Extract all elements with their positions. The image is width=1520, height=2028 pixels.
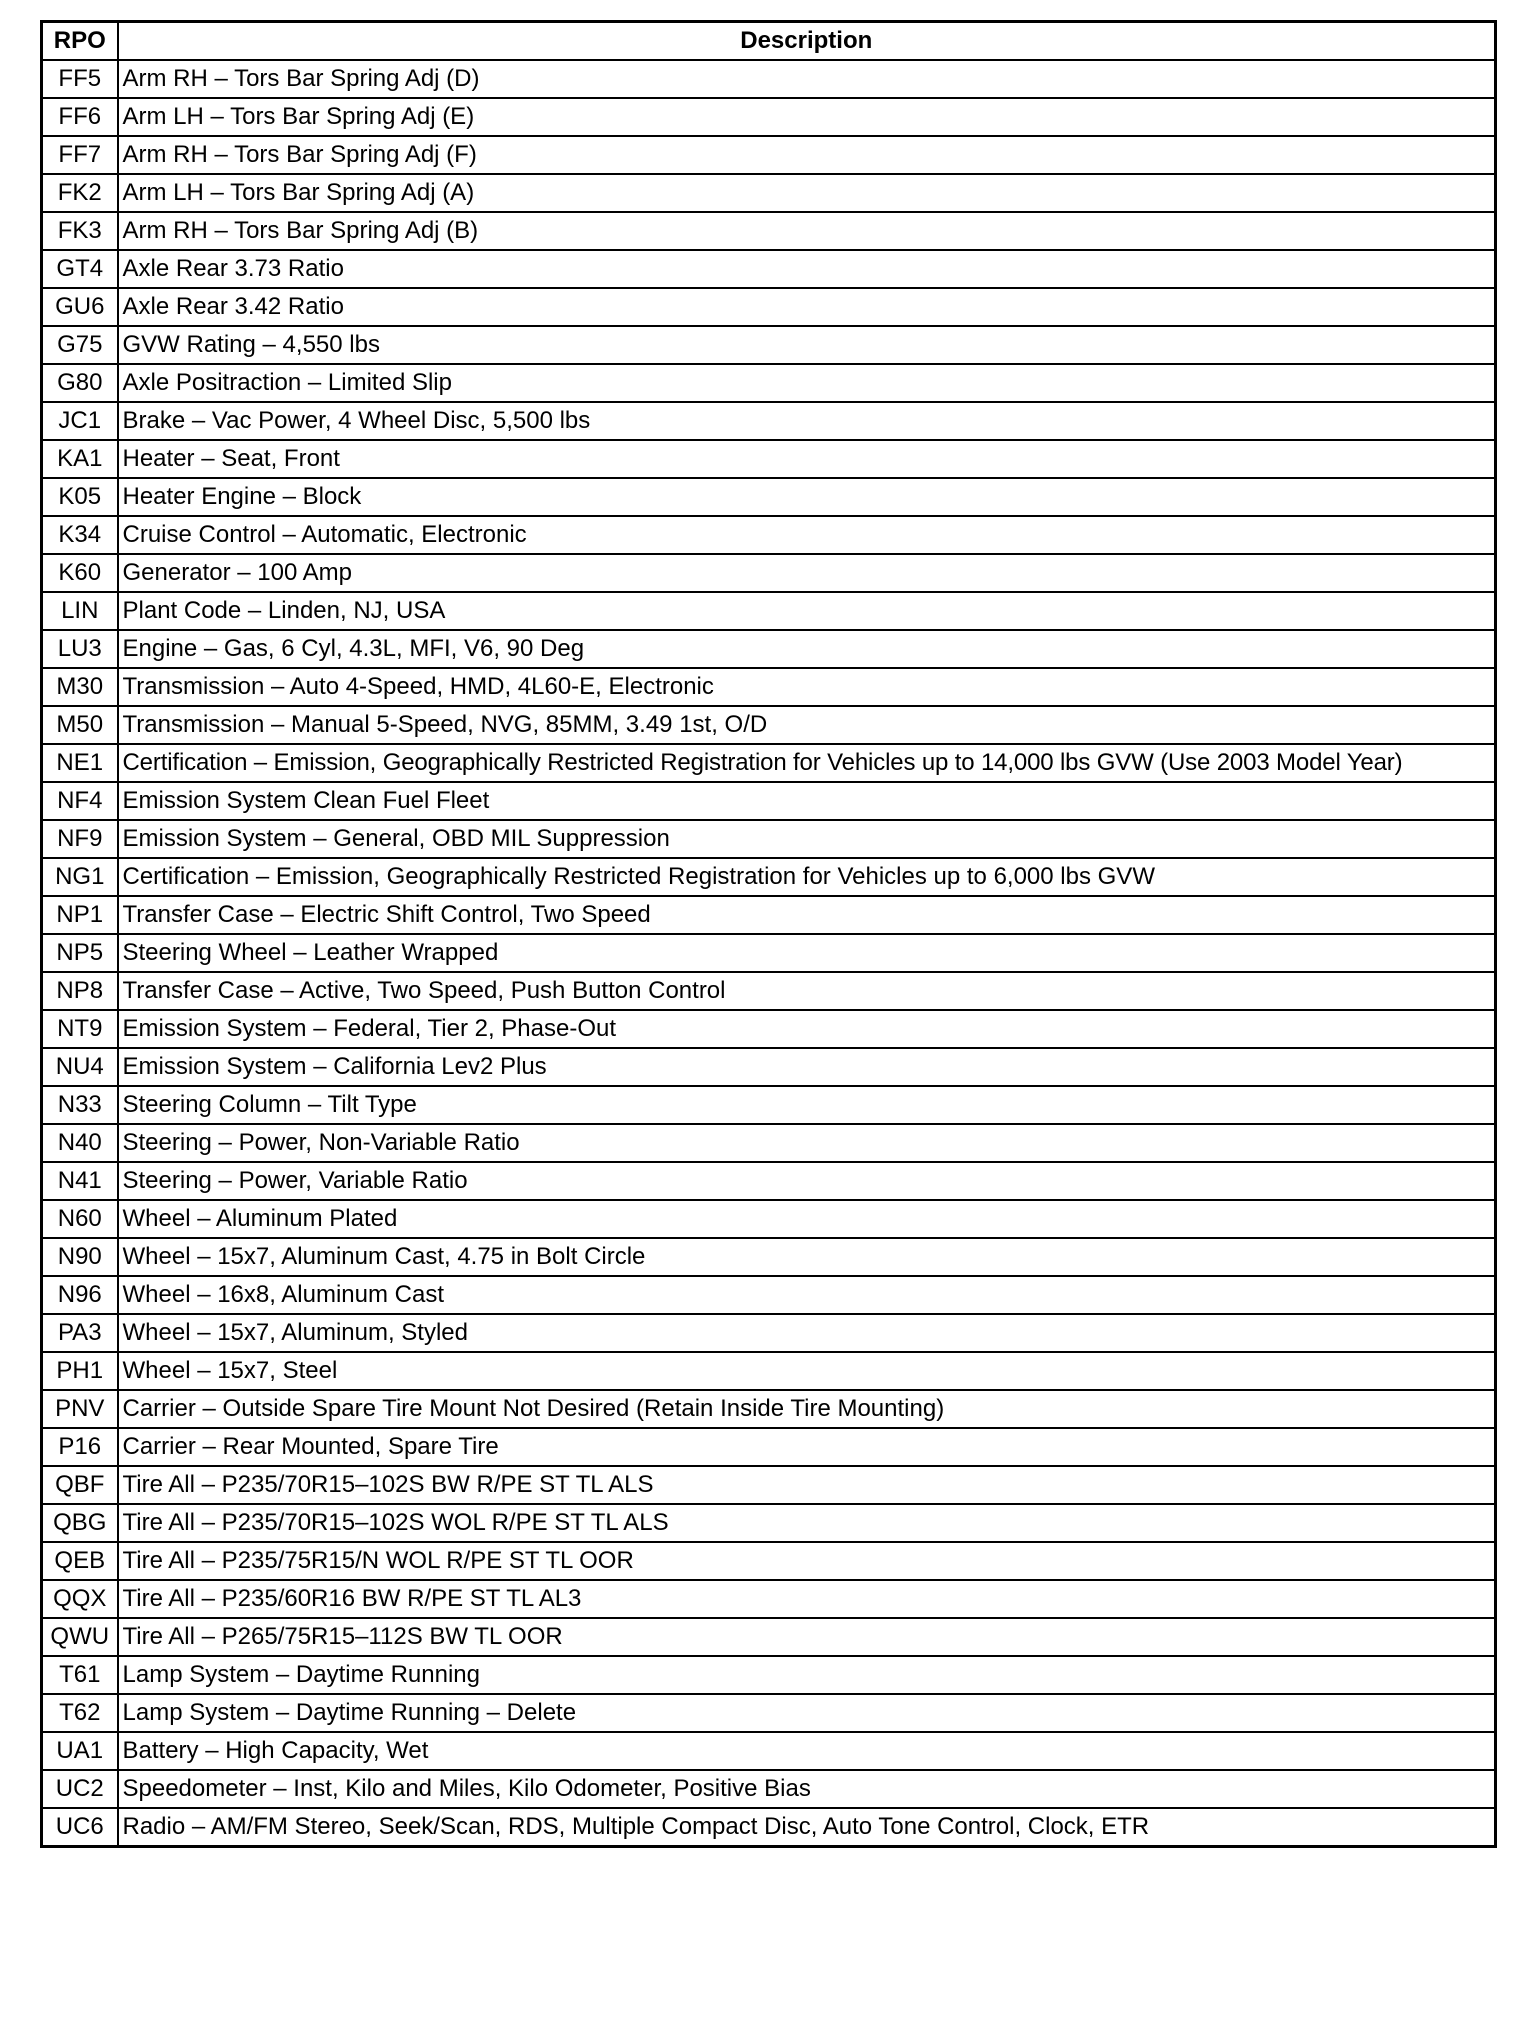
table-row xyxy=(42,516,1496,554)
table-row xyxy=(42,1086,1496,1124)
rpo-description: Heater – Seat, Front xyxy=(118,440,1496,478)
header-description: Description xyxy=(118,22,1496,61)
rpo-code: NF4 xyxy=(42,782,118,820)
table-row xyxy=(42,212,1496,250)
rpo-code: FF6 xyxy=(42,98,118,136)
rpo-description: Steering Wheel – Leather Wrapped xyxy=(118,934,1496,972)
rpo-description: Emission System – General, OBD MIL Suppression xyxy=(118,820,1496,858)
table-row xyxy=(42,402,1496,440)
rpo-code: QBG xyxy=(42,1504,118,1542)
table-row xyxy=(42,668,1496,706)
rpo-description: Steering – Power, Non-Variable Ratio xyxy=(118,1124,1496,1162)
rpo-description: Steering – Power, Variable Ratio xyxy=(118,1162,1496,1200)
rpo-description: Lamp System – Daytime Running xyxy=(118,1656,1496,1694)
rpo-code: GT4 xyxy=(42,250,118,288)
table-row xyxy=(42,250,1496,288)
rpo-description: Tire All – P235/70R15–102S BW R/PE ST TL ALS xyxy=(118,1466,1496,1504)
table-row xyxy=(42,136,1496,174)
rpo-code: FK3 xyxy=(42,212,118,250)
table-row xyxy=(42,554,1496,592)
table-row xyxy=(42,782,1496,820)
rpo-description: Transmission – Manual 5-Speed, NVG, 85MM, 3.49 1st, O/D xyxy=(118,706,1496,744)
rpo-code: K60 xyxy=(42,554,118,592)
rpo-description: Brake – Vac Power, 4 Wheel Disc, 5,500 lbs xyxy=(118,402,1496,440)
table-row xyxy=(42,592,1496,630)
table-row xyxy=(42,98,1496,136)
rpo-description: Speedometer – Inst, Kilo and Miles, Kilo Odometer, Positive Bias xyxy=(118,1770,1496,1808)
rpo-description: Generator – 100 Amp xyxy=(118,554,1496,592)
rpo-code: UA1 xyxy=(42,1732,118,1770)
rpo-description: Steering Column – Tilt Type xyxy=(118,1086,1496,1124)
header-rpo: RPO xyxy=(42,22,118,61)
rpo-description: Lamp System – Daytime Running – Delete xyxy=(118,1694,1496,1732)
rpo-description: Wheel – Aluminum Plated xyxy=(118,1200,1496,1238)
rpo-description: Tire All – P235/70R15–102S WOL R/PE ST TL ALS xyxy=(118,1504,1496,1542)
rpo-description: Tire All – P235/75R15/N WOL R/PE ST TL OOR xyxy=(118,1542,1496,1580)
rpo-code: N41 xyxy=(42,1162,118,1200)
rpo-code: NP8 xyxy=(42,972,118,1010)
rpo-description: Carrier – Rear Mounted, Spare Tire xyxy=(118,1428,1496,1466)
rpo-code: PNV xyxy=(42,1390,118,1428)
rpo-code: NP1 xyxy=(42,896,118,934)
rpo-code: P16 xyxy=(42,1428,118,1466)
table-row xyxy=(42,820,1496,858)
rpo-description: Certification – Emission, Geographically Restricted Registration for Vehicles up to 14,000 lbs GVW (Use 2003 Model Year) xyxy=(118,744,1496,782)
table-row xyxy=(42,364,1496,402)
rpo-description: Wheel – 15x7, Aluminum, Styled xyxy=(118,1314,1496,1352)
table-row xyxy=(42,858,1496,896)
table-row xyxy=(42,1010,1496,1048)
rpo-code: JC1 xyxy=(42,402,118,440)
rpo-description: Arm RH – Tors Bar Spring Adj (D) xyxy=(118,60,1496,98)
rpo-description: Axle Positraction – Limited Slip xyxy=(118,364,1496,402)
table-row xyxy=(42,934,1496,972)
table-row xyxy=(42,1580,1496,1618)
rpo-code: QEB xyxy=(42,1542,118,1580)
table-row xyxy=(42,1200,1496,1238)
rpo-code: T61 xyxy=(42,1656,118,1694)
rpo-code: K34 xyxy=(42,516,118,554)
rpo-description: Tire All – P265/75R15–112S BW TL OOR xyxy=(118,1618,1496,1656)
rpo-code: KA1 xyxy=(42,440,118,478)
rpo-code: UC2 xyxy=(42,1770,118,1808)
rpo-code: LU3 xyxy=(42,630,118,668)
table-row xyxy=(42,326,1496,364)
table-row xyxy=(42,1808,1496,1847)
table-row xyxy=(42,1352,1496,1390)
table-row xyxy=(42,478,1496,516)
rpo-description: Transfer Case – Electric Shift Control, Two Speed xyxy=(118,896,1496,934)
rpo-code: N90 xyxy=(42,1238,118,1276)
rpo-description: GVW Rating – 4,550 lbs xyxy=(118,326,1496,364)
rpo-description: Wheel – 16x8, Aluminum Cast xyxy=(118,1276,1496,1314)
table-row xyxy=(42,1656,1496,1694)
rpo-description: Radio – AM/FM Stereo, Seek/Scan, RDS, Multiple Compact Disc, Auto Tone Control, Clock, ETR xyxy=(118,1808,1496,1847)
rpo-code: UC6 xyxy=(42,1808,118,1847)
rpo-description: Axle Rear 3.73 Ratio xyxy=(118,250,1496,288)
rpo-code: QQX xyxy=(42,1580,118,1618)
table-row xyxy=(42,1314,1496,1352)
rpo-description: Cruise Control – Automatic, Electronic xyxy=(118,516,1496,554)
rpo-code: G80 xyxy=(42,364,118,402)
table-row xyxy=(42,1048,1496,1086)
rpo-description: Arm RH – Tors Bar Spring Adj (F) xyxy=(118,136,1496,174)
rpo-table xyxy=(40,20,1497,1848)
rpo-code: G75 xyxy=(42,326,118,364)
rpo-description: Carrier – Outside Spare Tire Mount Not Desired (Retain Inside Tire Mounting) xyxy=(118,1390,1496,1428)
rpo-description: Emission System Clean Fuel Fleet xyxy=(118,782,1496,820)
rpo-description: Plant Code – Linden, NJ, USA xyxy=(118,592,1496,630)
rpo-code: QBF xyxy=(42,1466,118,1504)
table-row xyxy=(42,1732,1496,1770)
rpo-description: Emission System – California Lev2 Plus xyxy=(118,1048,1496,1086)
rpo-description: Transfer Case – Active, Two Speed, Push Button Control xyxy=(118,972,1496,1010)
rpo-code: PH1 xyxy=(42,1352,118,1390)
table-row xyxy=(42,1162,1496,1200)
rpo-code: NT9 xyxy=(42,1010,118,1048)
table-row xyxy=(42,744,1496,782)
rpo-code: FK2 xyxy=(42,174,118,212)
rpo-code: N33 xyxy=(42,1086,118,1124)
rpo-code: FF7 xyxy=(42,136,118,174)
table-row xyxy=(42,1770,1496,1808)
rpo-description: Arm RH – Tors Bar Spring Adj (B) xyxy=(118,212,1496,250)
table-row xyxy=(42,1124,1496,1162)
rpo-description: Transmission – Auto 4-Speed, HMD, 4L60-E, Electronic xyxy=(118,668,1496,706)
rpo-code: FF5 xyxy=(42,60,118,98)
rpo-code: NG1 xyxy=(42,858,118,896)
rpo-description: Emission System – Federal, Tier 2, Phase-Out xyxy=(118,1010,1496,1048)
table-header xyxy=(42,22,1496,61)
table-row xyxy=(42,972,1496,1010)
rpo-code: NP5 xyxy=(42,934,118,972)
rpo-description: Wheel – 15x7, Aluminum Cast, 4.75 in Bolt Circle xyxy=(118,1238,1496,1276)
table-row xyxy=(42,288,1496,326)
rpo-code: LIN xyxy=(42,592,118,630)
table-row xyxy=(42,1504,1496,1542)
rpo-description: Battery – High Capacity, Wet xyxy=(118,1732,1496,1770)
rpo-code: N40 xyxy=(42,1124,118,1162)
rpo-description: Arm LH – Tors Bar Spring Adj (A) xyxy=(118,174,1496,212)
table-row xyxy=(42,630,1496,668)
table-body xyxy=(42,60,1496,1847)
rpo-description: Certification – Emission, Geographically Restricted Registration for Vehicles up to 6,000 lbs GVW xyxy=(118,858,1496,896)
table-row xyxy=(42,1428,1496,1466)
table-row xyxy=(42,1694,1496,1732)
rpo-code: T62 xyxy=(42,1694,118,1732)
table-row xyxy=(42,896,1496,934)
rpo-description: Arm LH – Tors Bar Spring Adj (E) xyxy=(118,98,1496,136)
rpo-description: Wheel – 15x7, Steel xyxy=(118,1352,1496,1390)
table-row xyxy=(42,440,1496,478)
rpo-code: K05 xyxy=(42,478,118,516)
table-row xyxy=(42,1390,1496,1428)
header-row xyxy=(42,22,1496,61)
rpo-code: N60 xyxy=(42,1200,118,1238)
table-row xyxy=(42,1466,1496,1504)
table-row xyxy=(42,706,1496,744)
rpo-code: QWU xyxy=(42,1618,118,1656)
table-row xyxy=(42,1618,1496,1656)
rpo-description: Engine – Gas, 6 Cyl, 4.3L, MFI, V6, 90 Deg xyxy=(118,630,1496,668)
table-row xyxy=(42,174,1496,212)
rpo-description: Tire All – P235/60R16 BW R/PE ST TL AL3 xyxy=(118,1580,1496,1618)
rpo-code: NF9 xyxy=(42,820,118,858)
table-row xyxy=(42,60,1496,98)
rpo-code: M50 xyxy=(42,706,118,744)
rpo-code: NU4 xyxy=(42,1048,118,1086)
rpo-code: GU6 xyxy=(42,288,118,326)
rpo-code: PA3 xyxy=(42,1314,118,1352)
rpo-code: NE1 xyxy=(42,744,118,782)
rpo-description: Axle Rear 3.42 Ratio xyxy=(118,288,1496,326)
rpo-code: M30 xyxy=(42,668,118,706)
rpo-code: N96 xyxy=(42,1276,118,1314)
table-row xyxy=(42,1238,1496,1276)
table-row xyxy=(42,1276,1496,1314)
rpo-description: Heater Engine – Block xyxy=(118,478,1496,516)
table-row xyxy=(42,1542,1496,1580)
